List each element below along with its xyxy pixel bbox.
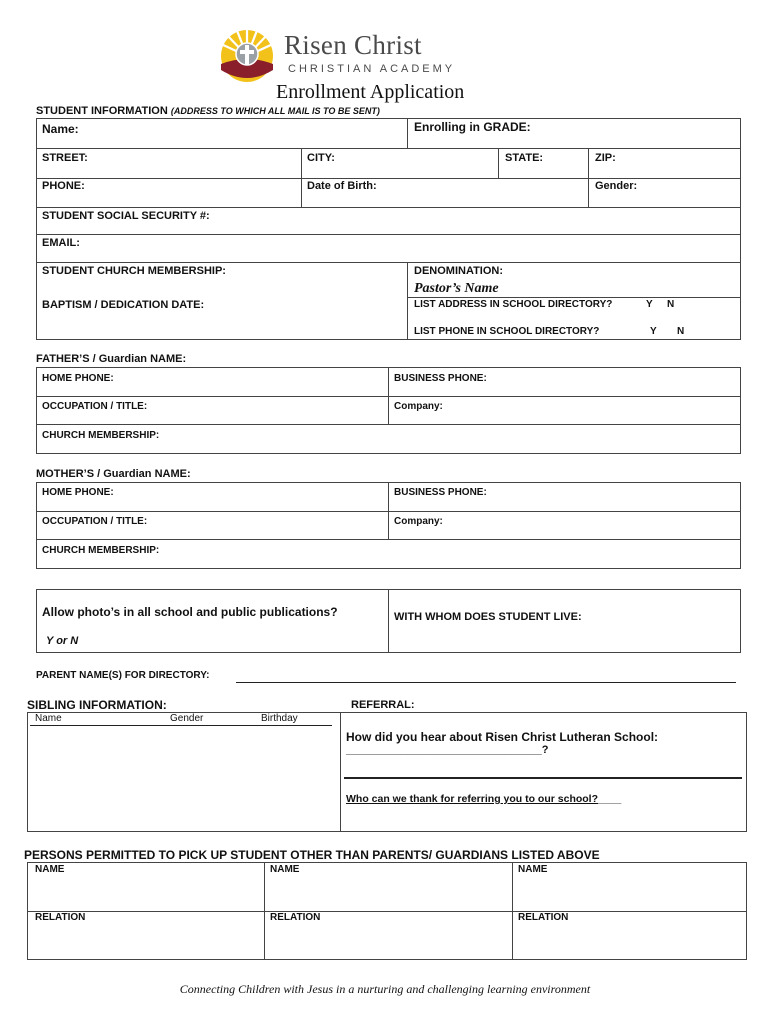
father-church-label: CHURCH MEMBERSHIP:: [42, 430, 160, 441]
mother-church-label: CHURCH MEMBERSHIP:: [42, 545, 160, 556]
lives-with-label: WITH WHOM DOES STUDENT LIVE:: [394, 611, 582, 623]
gender-label: Gender:: [595, 180, 638, 192]
student-name-field[interactable]: [37, 119, 406, 147]
zip-label: ZIP:: [595, 152, 616, 164]
father-home-phone-label: HOME PHONE:: [42, 373, 114, 384]
mother-name-label: MOTHER’S / Guardian NAME:: [36, 468, 191, 480]
denomination-label: DENOMINATION:: [414, 265, 504, 277]
pickup-name-2-label: NAME: [270, 864, 300, 875]
pickup-name-3-label: NAME: [518, 864, 548, 875]
photo-permission-label: Allow photo’s in all school and public publications?: [42, 605, 338, 619]
pickup-relation-2-label: RELATION: [270, 912, 321, 923]
referral-thanks-label: Who can we thank for referring you to our school?: [346, 793, 599, 805]
dob-label: Date of Birth:: [307, 180, 377, 192]
mother-home-phone-label: HOME PHONE:: [42, 487, 114, 498]
email-label: EMAIL:: [42, 237, 80, 249]
ssn-label: STUDENT SOCIAL SECURITY #:: [42, 210, 210, 222]
phone-label: PHONE:: [42, 180, 85, 192]
sibling-col-name: Name: [35, 713, 62, 724]
pickup-relation-1-label: RELATION: [35, 912, 86, 923]
referral-thanks-field[interactable]: [346, 793, 621, 805]
father-occupation-label: OCCUPATION / TITLE:: [42, 401, 148, 412]
parent-directory-label: PARENT NAME(S) FOR DIRECTORY:: [36, 670, 210, 681]
list-address-label: LIST ADDRESS IN SCHOOL DIRECTORY?: [414, 299, 613, 310]
father-business-phone-label: BUSINESS PHONE:: [394, 373, 487, 384]
footer-motto: Connecting Children with Jesus in a nurturing and challenging learning environment: [179, 982, 591, 996]
mother-business-phone-label: BUSINESS PHONE:: [394, 487, 487, 498]
street-label: STREET:: [42, 152, 88, 164]
list-address-yes[interactable]: Y: [646, 299, 653, 310]
pickup-name-3-field[interactable]: [513, 863, 746, 910]
parent-directory-field[interactable]: [236, 668, 736, 683]
mother-occupation-label: OCCUPATION / TITLE:: [42, 516, 148, 527]
referral-blank-line: ________________________________?: [346, 744, 549, 756]
divider: [340, 712, 341, 832]
referral-question: How did you hear about Risen Christ Lutheran School:: [346, 730, 659, 744]
school-logo: [218, 26, 478, 84]
list-address-no[interactable]: N: [667, 299, 675, 310]
list-phone-yes[interactable]: Y: [650, 326, 657, 337]
grade-label: Enrolling in GRADE:: [414, 120, 531, 134]
baptism-date-label: BAPTISM / DEDICATION DATE:: [42, 299, 205, 311]
church-membership-label: STUDENT CHURCH MEMBERSHIP:: [42, 265, 226, 277]
list-phone-label: LIST PHONE IN SCHOOL DIRECTORY?: [414, 326, 600, 337]
student-section-note: (ADDRESS TO WHICH ALL MAIL IS TO BE SENT): [170, 106, 380, 116]
pickup-name-2-field[interactable]: [265, 863, 511, 910]
logo-name: Risen Christ: [284, 30, 422, 60]
divider: [407, 297, 741, 298]
list-phone-no[interactable]: N: [677, 326, 685, 337]
referral-thanks-blank: ____: [598, 793, 622, 805]
sibling-info-title: SIBLING INFORMATION:: [27, 698, 167, 712]
father-company-label: Company:: [394, 401, 443, 412]
city-label: CITY:: [307, 152, 335, 164]
sibling-col-gender: Gender: [170, 713, 204, 724]
referral-answer-field[interactable]: [346, 744, 549, 756]
mother-company-label: Company:: [394, 516, 443, 527]
sibling-col-birthday: Birthday: [261, 713, 298, 724]
pickup-name-1-label: NAME: [35, 864, 65, 875]
sibling-header-underline: [30, 725, 332, 726]
sunburst-cross-icon: [218, 26, 276, 82]
photo-permission-field[interactable]: [37, 590, 387, 652]
pastor-name-label: Pastor’s Name: [414, 281, 499, 296]
photo-yes-no: Y or N: [46, 635, 79, 647]
sibling-list-field[interactable]: [28, 727, 339, 831]
state-label: STATE:: [505, 152, 544, 164]
referral-separator: [344, 777, 742, 779]
pickup-relation-3-label: RELATION: [518, 912, 569, 923]
pickup-title: PERSONS PERMITTED TO PICK UP STUDENT OTHER THAN PARENTS/ GUARDIANS LISTED ABOVE: [24, 848, 600, 862]
student-section-title: STUDENT INFORMATION (ADDRESS TO WHICH ALL MAIL IS TO BE SENT): [36, 105, 380, 117]
email-field[interactable]: [37, 235, 740, 261]
page-title: Enrollment Application: [276, 81, 465, 103]
student-name-label: Name:: [42, 122, 79, 136]
father-name-label: FATHER’S / Guardian NAME:: [36, 353, 187, 365]
referral-title: REFERRAL:: [351, 699, 415, 711]
logo-subtitle: CHRISTIAN ACADEMY: [288, 63, 456, 75]
